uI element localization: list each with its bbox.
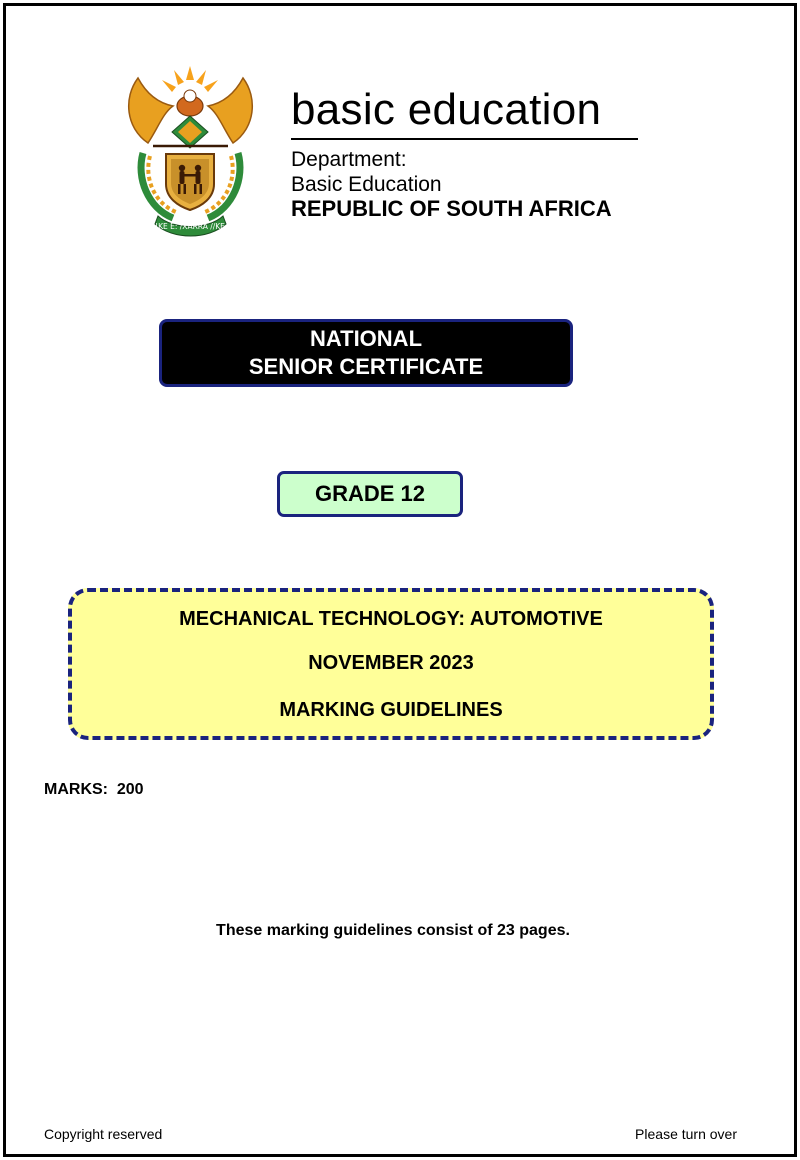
page-count-note: These marking guidelines consist of 23 pages.	[216, 922, 570, 939]
grade-label: GRADE 12	[314, 481, 426, 506]
subject-title: MECHANICAL TECHNOLOGY: AUTOMOTIVE	[179, 608, 603, 630]
certificate-title-box	[159, 319, 573, 387]
certificate-line-1: NATIONAL	[309, 326, 423, 351]
country-name: REPUBLIC OF SOUTH AFRICA	[291, 196, 612, 221]
exam-session: NOVEMBER 2023	[308, 652, 474, 674]
department-name: Basic Education	[291, 173, 442, 196]
brand-rule	[291, 138, 638, 140]
subject-box	[68, 588, 714, 740]
brand-title: basic education	[291, 85, 602, 134]
department-label: Department:	[291, 148, 407, 171]
total-marks: MARKS: 200	[44, 781, 144, 798]
coat-of-arms-logo	[118, 58, 263, 238]
footer-copyright: Copyright reserved	[44, 1126, 163, 1142]
certificate-line-2: SENIOR CERTIFICATE	[248, 354, 484, 379]
grade-box	[277, 471, 463, 517]
document-type: MARKING GUIDELINES	[279, 699, 503, 721]
svg-text:!KE E: /XARRA //KE: !KE E: /XARRA //KE	[155, 222, 225, 231]
footer-turn-over: Please turn over	[635, 1126, 737, 1142]
